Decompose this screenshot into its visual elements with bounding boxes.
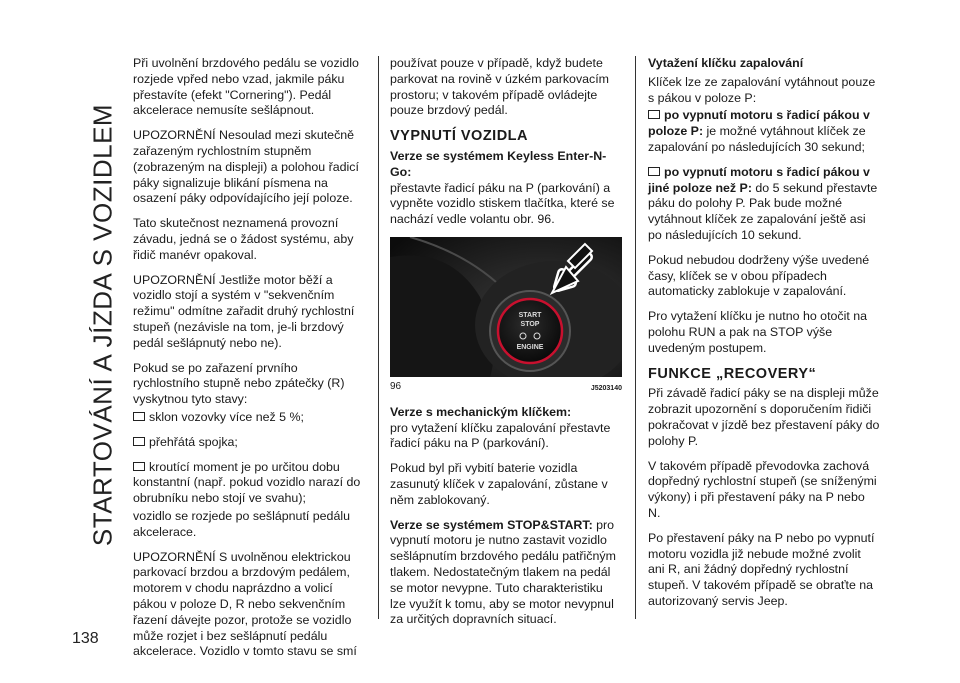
list-item: sklon vozovky více než 5 %; (133, 410, 365, 426)
checkbox-icon (133, 437, 145, 446)
chapter-side-title (68, 40, 138, 610)
list-item: po vypnutí motoru s řadicí pákou v jiné poloze než P: do 5 sekund přestavte páku do polohy P. Pak bude možné vytáhnout klíček ze zapalování ještě asi po následujících 10 sekund. (648, 164, 878, 242)
subheading: Verze se systémem Keyless Enter-N-Go: (390, 148, 607, 179)
checkbox-icon (648, 110, 660, 119)
paragraph: Při závadě řadicí páky se na displeji může zobrazit upozornění s doporučením řidiči pokračovat v jízdě bez přestavení páky do polohy P. (648, 386, 880, 448)
button-label-stop: STOP (520, 320, 540, 328)
paragraph: Při uvolnění brzdového pedálu se vozidlo rozjede vpřed nebo vzad, jakmile páku přestavíte (efekt "Cornering"). Pedál akcelerace nemusíte sešlápnout. (133, 56, 359, 118)
paragraph: přestavte řadicí páku na P (parkování) a vypněte vozidlo stiskem tlačítka, které se nachází vedle volantu obr. 96. (390, 180, 615, 227)
column-divider (635, 56, 636, 619)
checkbox-icon (133, 462, 145, 471)
checkbox-icon (133, 412, 145, 421)
paragraph: Pro vytažení klíčku je nutno ho otočit na polohu RUN a pak na STOP výše uvedeným postupem. (648, 309, 868, 355)
column-3 (648, 56, 880, 619)
list-item: přehřátá spojka; (133, 435, 365, 451)
paragraph: pro vytažení klíčku zapalování přestavte řadicí páku na P (parkování). (390, 420, 611, 451)
figure-code: J5203140 (590, 384, 622, 392)
warning-paragraph: UPOZORNĚNÍ Nesoulad mezi skutečně zařazeným rychlostním stupněm (zobrazeným na displeji) a polohou řadicí páky signalizuje blikání písmena na osazení páky odpovídajícího její poloze. (133, 128, 359, 206)
column-1 (133, 56, 365, 669)
button-label-start: START (518, 311, 542, 319)
page-number: 138 (72, 630, 99, 647)
subheading: Vytažení klíčku zapalování (648, 56, 804, 70)
figure-caption (390, 379, 622, 397)
column-divider (378, 56, 379, 619)
section-title: VYPNUTÍ VOZIDLA (390, 128, 529, 145)
paragraph: Klíček lze ze zapalování vytáhnout pouze s pákou v poloze P: (648, 74, 876, 105)
paragraph: Verze se systémem STOP&START: pro vypnutí motoru je nutno zastavit vozidlo sešlápnutím brzdového pedálu patřičným tlakem. Nedostatečným tlakem na pedál se motor nevypne. Tuto charakteristiku lze využít k tomu, aby se motor nevypnul za určitých dopravních situací. (390, 517, 616, 627)
warning-paragraph: UPOZORNĚNÍ Jestliže motor běží a vozidlo stojí a systém v "sekvenčním režimu" odmítne zařadit druhý rychlostní stupeň (nezávisle na tom, je-li brzdový pedál sešlápnutý nebo ne). (133, 272, 355, 350)
chapter-title-text: STARTOVÁNÍ A JÍZDA S VOZIDLEM (87, 103, 118, 547)
paragraph: Pokud byl při vybití baterie vozidla zasunutý klíček v zapalování, zůstane v něm zablokovaný. (390, 461, 608, 507)
checkbox-icon (648, 167, 660, 176)
paragraph: Tato skutečnost neznamená provozní závadu, jedná se o žádost systému, aby řidič manévr opakoval. (133, 216, 354, 262)
paragraph: Pokud se po zařazení prvního rychlostního stupně nebo zpátečky (R) vyskytnou tyto stavy: (133, 360, 345, 407)
paragraph: používat pouze v případě, když budete parkovat na rovině v úzkém parkovacím prostoru; v takovém případě ovládejte pouze brzdový pedál. (390, 56, 609, 118)
paragraph: vozidlo se rozjede po sešlápnutí pedálu akcelerace. (133, 508, 350, 539)
list-item: po vypnutí motoru s řadicí pákou v poloze P: je možné vytáhnout klíček ze zapalování po následujících 30 sekund; (648, 108, 870, 154)
figure-image (390, 237, 622, 377)
paragraph: V takovém případě převodovka zachová dopředný rychlostní stupeň (se sníženými výkony) i při přestavení páky na P nebo N. (648, 458, 877, 520)
column-2 (390, 56, 622, 637)
start-stop-button-figure (390, 237, 622, 377)
paragraph: Po přestavení páky na P nebo po vypnutí motoru vozidla již nebude možné zvolit ani R, ani žádný dopředný rychlostní stupeň. V takovém případě se obraťte na autorizovaný servis Jeep. (648, 530, 875, 608)
button-label-engine: ENGINE (516, 343, 544, 351)
warning-paragraph: UPOZORNĚNÍ S uvolněnou elektrickou parkovací brzdou a brzdovým pedálem, motorem v chodu naprázdno a volicí pákou v poloze D, R nebo sekvenčním řazení dávejte pozor, protože se vozidlo může rozjet i bez sešlápnutí pedálu akcelerace. Vozidlo v tomto stavu se smí (133, 549, 357, 659)
section-title: FUNKCE „RECOVERY“ (648, 365, 817, 382)
subheading-inline: Verze se systémem STOP&START: (390, 517, 593, 532)
subheading: Verze s mechanickým klíčkem: (390, 404, 572, 419)
figure-number: 96 (390, 380, 402, 392)
list-item: kroutící moment je po určitou dobu konstantní (např. pokud vozidlo narazí do obrubníku nebo stojí ve svahu); (133, 459, 361, 506)
paragraph: Pokud nebudou dodrženy výše uvedené časy, klíček se v obou případech automaticky zablokuje v zapalování. (648, 252, 870, 299)
